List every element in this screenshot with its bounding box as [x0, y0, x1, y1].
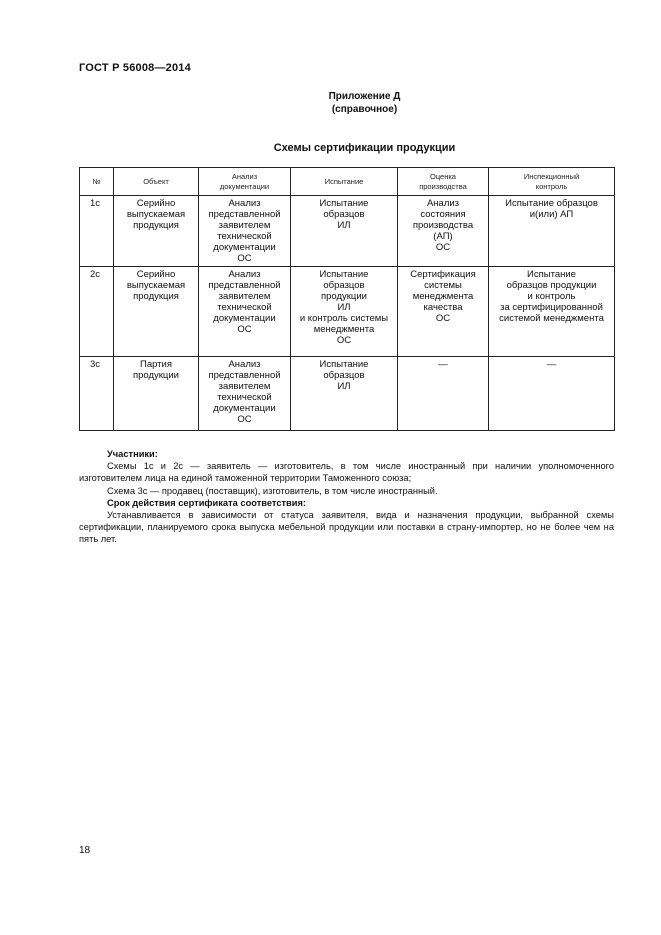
table-cell: Анализ представленной заявителем технической документации ОС — [199, 357, 291, 431]
column-header-production-assessment: Оценка производства — [398, 168, 489, 196]
table-cell: Серийно выпускаемая продукция — [114, 196, 199, 267]
validity-heading: Срок действия сертификата соответствия: — [107, 497, 306, 508]
table-cell: Анализ представленной заявителем технической документации ОС — [199, 267, 291, 357]
table-row — [80, 196, 615, 267]
certification-schemes-table — [79, 167, 615, 431]
appendix-note: (справочное) — [331, 104, 398, 115]
table-cell: 3с — [80, 357, 114, 431]
table-cell: Сертификация системы менеджмента качества ОС — [398, 267, 489, 357]
table-cell: Испытание образцов продукции ИЛ и контроль системы менеджмента ОС — [291, 267, 398, 357]
table-title: Схемы сертификации продукции — [273, 142, 456, 154]
table-cell: Партия продукции — [114, 357, 199, 431]
column-header-inspection-control: Инспекционный контроль — [489, 168, 615, 196]
table-row — [80, 357, 615, 431]
participants-paragraph: Схемы 1с и 2с — заявитель — изготовитель, в том числе иностранный при наличии уполномоченного изготовителем лица на единой таможенной территории Таможенного союза; — [79, 461, 614, 484]
page-number: 18 — [79, 845, 91, 856]
notes-section — [79, 448, 614, 546]
table-cell: Анализ представленной заявителем технической документации ОС — [199, 196, 291, 267]
column-header-number: № — [80, 168, 114, 196]
column-header-testing: Испытание — [291, 168, 398, 196]
table-cell: Испытание образцов ИЛ — [291, 357, 398, 431]
participants-paragraph: Схема 3с — продавец (поставщик), изготовитель, в том числе иностранный. — [107, 485, 438, 496]
table-cell: Испытание образцов и(или) АП — [489, 196, 615, 267]
table-row — [80, 267, 615, 357]
participants-heading: Участники: — [107, 449, 158, 459]
validity-paragraph: Устанавливается в зависимости от статуса заявителя, вида и назначения продукции, выбранной схемы сертификации, планируемого срока выпуска мебельной продукции или поставки в страну-импортер, но не более чем на пять лет. — [79, 510, 614, 545]
table-cell: Серийно выпускаемая продукция — [114, 267, 199, 357]
table-cell: Испытание образцов продукции и контроль за сертифицированной системой менеджмента — [489, 267, 615, 357]
table-cell: 1с — [80, 196, 114, 267]
table-cell: Испытание образцов ИЛ — [291, 196, 398, 267]
column-header-doc-analysis: Анализ документации — [199, 168, 291, 196]
appendix-title: Приложение Д — [328, 91, 401, 102]
table-cell: — — [489, 357, 615, 431]
table-header-row — [80, 168, 615, 196]
document-code: ГОСТ Р 56008—2014 — [79, 62, 191, 74]
table-cell: Анализ состояния производства (АП) ОС — [398, 196, 489, 267]
column-header-object: Объект — [114, 168, 199, 196]
table-cell: — — [398, 357, 489, 431]
table-cell: 2с — [80, 267, 114, 357]
